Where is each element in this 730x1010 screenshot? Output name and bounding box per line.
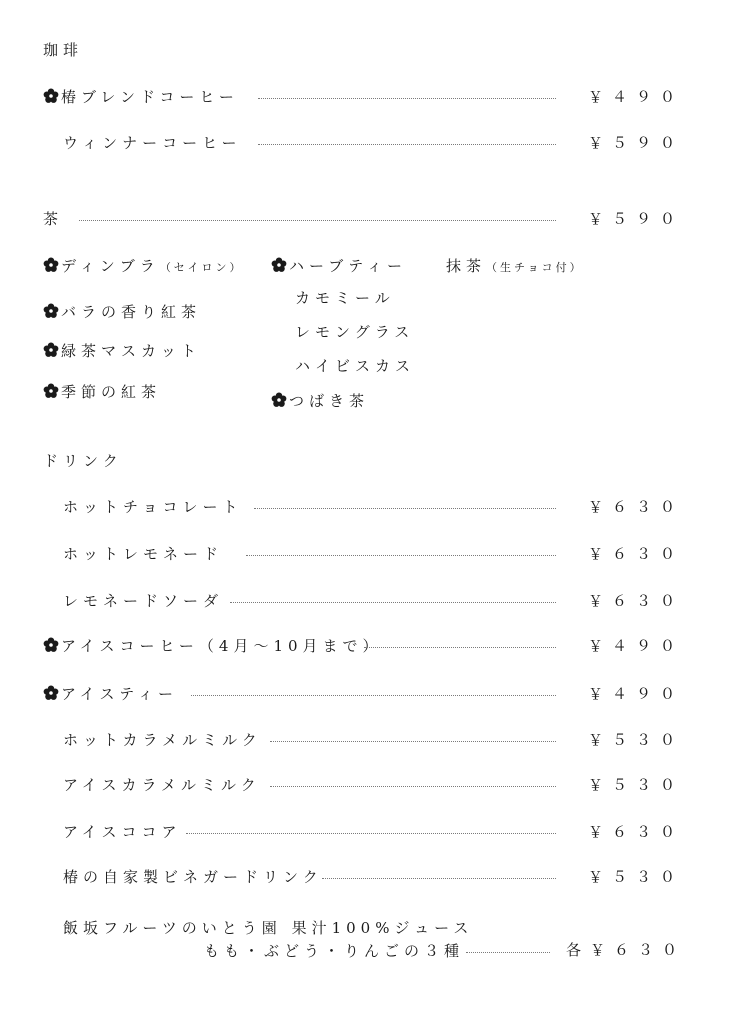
leader-dots xyxy=(270,741,556,742)
item-name: ホットレモネード xyxy=(63,545,224,563)
item-name: アイスコーヒー（4月～10月まで） xyxy=(61,637,383,655)
item-price: ￥５３０ xyxy=(588,731,685,749)
item-name: ホットカラメルミルク xyxy=(63,731,262,749)
camellia-flower-icon xyxy=(43,257,59,273)
item-price: ￥５９０ xyxy=(588,134,685,152)
item-price: ￥４９０ xyxy=(588,685,685,703)
herb-option: カモミール xyxy=(295,289,395,307)
camellia-flower-icon xyxy=(271,392,287,408)
item-note: （セイロン） xyxy=(159,261,244,274)
leader-dots xyxy=(79,220,556,221)
camellia-flower-icon xyxy=(271,257,287,273)
tea-price: ￥５９０ xyxy=(588,210,685,228)
juice-price: 各￥６３０ xyxy=(566,941,687,959)
leader-dots xyxy=(186,833,556,834)
item-note: （生チョコ付） xyxy=(486,261,584,274)
leader-dots xyxy=(466,952,550,953)
item-name: アイスココア xyxy=(63,823,182,841)
leader-dots xyxy=(258,144,556,145)
leader-dots xyxy=(191,695,556,696)
tea-item-matcha xyxy=(446,256,584,278)
item-price: ￥６３０ xyxy=(588,592,685,610)
item-name: ウィンナーコーヒー xyxy=(63,134,242,152)
drink-item xyxy=(63,591,223,611)
juice-line1: 飯坂フルーツのいとう園 果汁100%ジュース xyxy=(63,919,474,937)
tea-item-rose xyxy=(43,302,201,322)
tea-item-dimbula xyxy=(43,256,243,278)
drink-item xyxy=(63,730,262,750)
tea-item-tsubaki xyxy=(271,391,369,411)
item-price: ￥６３０ xyxy=(588,545,685,563)
menu-item-wiener-coffee xyxy=(63,133,242,153)
tea-item-green-muscat xyxy=(43,341,201,361)
drink-item xyxy=(63,497,243,517)
item-price: ￥５３０ xyxy=(588,868,685,886)
camellia-flower-icon xyxy=(43,383,59,399)
camellia-flower-icon xyxy=(43,303,59,319)
item-price: ￥４９０ xyxy=(588,88,685,106)
drink-item xyxy=(63,775,261,795)
leader-dots xyxy=(254,508,556,509)
item-name: 季節の紅茶 xyxy=(61,383,162,401)
camellia-flower-icon xyxy=(43,685,59,701)
leader-dots xyxy=(246,555,556,556)
tea-section-title: 茶 xyxy=(43,210,64,228)
drinks-section-title: ドリンク xyxy=(43,452,123,470)
item-name: 抹茶 xyxy=(446,257,487,275)
leader-dots xyxy=(270,786,556,787)
drink-item xyxy=(63,544,223,564)
drink-item xyxy=(43,684,178,704)
coffee-section-title: 珈琲 xyxy=(43,41,84,59)
item-price: ￥４９０ xyxy=(588,637,685,655)
tea-item-seasonal xyxy=(43,382,161,402)
camellia-flower-icon xyxy=(43,637,59,653)
item-name: つばき茶 xyxy=(289,392,370,410)
item-name: 椿ブレンドコーヒー xyxy=(61,88,239,106)
herb-option: レモングラス xyxy=(295,323,415,341)
camellia-flower-icon xyxy=(43,88,59,104)
item-price: ￥６３０ xyxy=(588,823,685,841)
camellia-flower-icon xyxy=(43,342,59,358)
juice-line2: もも・ぶどう・りんごの３種 xyxy=(204,942,465,960)
item-name: ディンブラ xyxy=(61,257,160,275)
item-price: ￥５３０ xyxy=(588,776,685,794)
item-name: 椿の自家製ビネガードリンク xyxy=(63,868,323,886)
item-name: レモネードソーダ xyxy=(63,592,224,610)
leader-dots xyxy=(258,98,556,99)
drink-item xyxy=(43,636,383,656)
leader-dots xyxy=(364,647,556,648)
tea-item-herb xyxy=(271,256,407,276)
item-name: ホットチョコレート xyxy=(63,498,243,516)
item-name: バラの香り紅茶 xyxy=(61,303,202,321)
item-name: アイスカラメルミルク xyxy=(63,776,261,794)
leader-dots xyxy=(230,602,556,603)
menu-item-tsubaki-blend xyxy=(43,87,239,107)
herb-option: ハイビスカス xyxy=(295,357,416,375)
item-name: 緑茶マスカット xyxy=(61,342,201,360)
item-name: アイスティー xyxy=(61,685,179,703)
item-name: ハーブティー xyxy=(289,257,408,275)
drink-item xyxy=(63,867,323,887)
leader-dots xyxy=(322,878,556,879)
item-price: ￥６３０ xyxy=(588,498,685,516)
drink-item xyxy=(63,822,182,842)
